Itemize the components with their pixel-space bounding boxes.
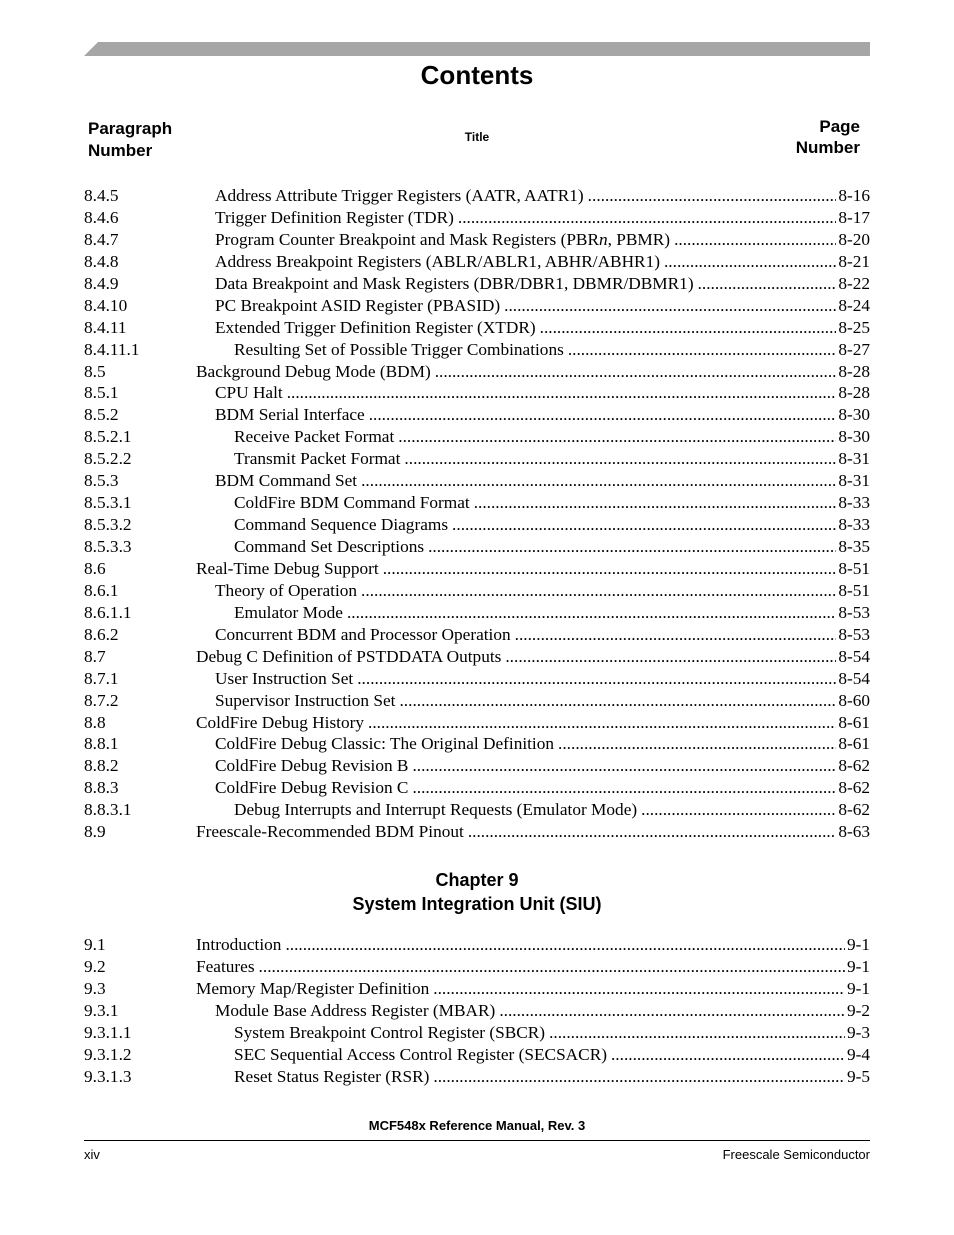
dot-leader	[458, 207, 836, 229]
toc-entry-title-text: Features	[196, 956, 255, 976]
toc-entry-title	[234, 1022, 549, 1044]
toc-entry-number: 8.4.8	[84, 251, 119, 271]
toc-entry[interactable]	[84, 712, 870, 734]
toc-entry-body	[234, 448, 870, 470]
toc-entry-body	[215, 777, 870, 799]
toc-entry-title	[234, 1066, 433, 1088]
toc-entry-number: 8.7	[84, 646, 106, 666]
toc-entry-body	[234, 339, 870, 361]
dot-leader	[540, 317, 837, 339]
toc-entry-title-text: ColdFire BDM Command Format	[234, 493, 470, 513]
toc-entry-page: 8-28	[838, 383, 870, 403]
dot-leader	[369, 404, 837, 426]
footer-manual-title: MCF548x Reference Manual, Rev. 3	[368, 1118, 586, 1133]
toc-entry[interactable]	[84, 602, 870, 624]
toc-entry-title	[196, 934, 285, 956]
toc-entry-body	[234, 1022, 870, 1044]
toc-entry-number: 8.8.3	[84, 778, 119, 798]
toc-entry-title-text: ColdFire Debug Revision B	[215, 756, 409, 776]
toc-entry-page: 8-30	[838, 427, 870, 447]
toc-entry-number: 8.4.11	[84, 317, 127, 337]
toc-entry-title	[215, 690, 399, 712]
toc-entry-page: 8-28	[838, 361, 870, 381]
toc-entry-page: 9-1	[846, 978, 870, 998]
toc-entry-body	[215, 755, 870, 777]
toc-entry-title	[234, 339, 568, 361]
toc-entry[interactable]	[84, 404, 870, 426]
toc-entry-number: 8.6.1.1	[84, 602, 132, 622]
toc-entry-page: 8-30	[838, 405, 870, 425]
footer-rule	[84, 1140, 870, 1141]
toc-entry[interactable]	[84, 382, 870, 404]
dot-leader	[641, 799, 836, 821]
dot-leader	[357, 668, 836, 690]
toc-entry-number: 8.5.2	[84, 405, 119, 425]
toc-entry-body	[234, 492, 870, 514]
toc-entry-title	[215, 470, 361, 492]
toc-entry-body	[196, 558, 870, 580]
toc-entry[interactable]	[84, 470, 870, 492]
toc-entry-number: 8.5	[84, 361, 106, 381]
toc-entry-title	[215, 273, 698, 295]
toc-entry-body	[234, 536, 870, 558]
toc-entry-title-text: Background Debug Mode (BDM)	[196, 361, 431, 381]
toc-entry-title-text: Theory of Operation	[215, 580, 358, 600]
toc-entry[interactable]	[84, 207, 870, 229]
toc-entry-title-suffix: , PBMR)	[607, 229, 671, 249]
toc-entry-number: 9.3.1.1	[84, 1022, 132, 1042]
dot-leader	[549, 1022, 845, 1044]
dot-leader	[361, 470, 836, 492]
toc-entry-title	[234, 1044, 611, 1066]
toc-entry-number: 8.8	[84, 712, 106, 732]
toc-entry-title	[215, 580, 361, 602]
dot-leader	[428, 536, 836, 558]
toc-entry-page: 8-63	[838, 822, 870, 842]
toc-entry-page: 9-3	[846, 1022, 870, 1042]
dot-leader	[505, 646, 836, 668]
toc-entry-page: 8-33	[838, 515, 870, 535]
toc-entry[interactable]	[84, 733, 870, 755]
toc-entry-title	[215, 295, 504, 317]
toc-entry[interactable]	[84, 934, 870, 956]
toc-entry[interactable]	[84, 536, 870, 558]
toc-entry[interactable]	[84, 668, 870, 690]
toc-entry-title	[215, 229, 674, 251]
toc-entry-number: 8.4.7	[84, 229, 119, 249]
toc-entry-title	[215, 755, 412, 777]
toc-entry-number: 9.1	[84, 935, 106, 954]
toc-entry-body	[196, 712, 870, 734]
toc-entry-title-text: Address Breakpoint Registers (ABLR/ABLR1, ABHR/ABHR1)	[215, 251, 660, 271]
toc-entry-body	[215, 251, 870, 273]
toc-entry-title	[196, 361, 435, 383]
toc-entry-number: 8.7.1	[84, 668, 119, 688]
toc-entry[interactable]	[84, 361, 870, 383]
toc-entry-title-text: Debug C Definition of PSTDDATA Outputs	[196, 646, 502, 666]
toc-entry-body	[196, 978, 870, 1000]
toc-entry[interactable]	[84, 514, 870, 536]
toc-entry-number: 8.5.2.1	[84, 427, 132, 447]
dot-leader	[398, 426, 836, 448]
toc-entry[interactable]	[84, 295, 870, 317]
toc-entry-number: 8.8.3.1	[84, 800, 132, 820]
toc-entry-number: 8.5.3.1	[84, 493, 132, 513]
toc-entry-title	[215, 668, 357, 690]
toc-entry-page: 8-54	[838, 668, 870, 688]
toc-entry[interactable]	[84, 1044, 870, 1066]
toc-entry-body	[215, 470, 870, 492]
toc-entry-title	[215, 1000, 499, 1022]
toc-entry-body	[234, 602, 870, 624]
dot-leader	[368, 712, 836, 734]
toc-entry-number: 8.7.2	[84, 690, 119, 710]
toc-entry-title-text: Data Breakpoint and Mask Registers (DBR/DBR1, DBMR/DBMR1)	[215, 273, 694, 293]
toc-entry-title	[234, 492, 474, 514]
toc-entry-title	[215, 317, 540, 339]
toc-entry-body	[234, 1066, 870, 1088]
toc-entry-body	[215, 1000, 870, 1022]
toc-entry[interactable]	[84, 956, 870, 978]
toc-entry-page: 8-20	[838, 229, 870, 249]
toc-entry-title	[215, 207, 458, 229]
toc-entry-number: 9.3	[84, 978, 106, 998]
toc-entry-page: 9-2	[846, 1000, 870, 1020]
toc-entry-page: 8-62	[838, 800, 870, 820]
toc-entry-title	[196, 821, 468, 843]
toc-entry-number: 9.3.1	[84, 1000, 119, 1020]
toc-entry[interactable]	[84, 755, 870, 777]
toc-entry-title-text: Supervisor Instruction Set	[215, 690, 396, 710]
toc-entry-body	[196, 821, 870, 843]
toc-entry-body	[215, 580, 870, 602]
dot-leader	[504, 295, 836, 317]
toc-entry-body	[215, 624, 870, 646]
toc-entry-title	[215, 185, 588, 207]
dot-leader	[287, 382, 837, 404]
dot-leader	[412, 777, 836, 799]
toc-entry-page: 8-61	[838, 734, 870, 754]
toc-entry-page: 8-22	[838, 273, 870, 293]
toc-entry[interactable]	[84, 229, 870, 251]
toc-entry[interactable]	[84, 492, 870, 514]
toc-entry-title-text: System Breakpoint Control Register (SBCR)	[234, 1022, 546, 1042]
toc-entry-title-text: Program Counter Breakpoint and Mask Registers (PBR	[215, 229, 599, 249]
dot-leader	[698, 273, 837, 295]
dot-leader	[347, 602, 836, 624]
toc-entry-title	[215, 777, 412, 799]
toc-entry-title	[196, 978, 433, 1000]
dot-leader	[404, 448, 836, 470]
toc-entry-page: 8-21	[838, 251, 870, 271]
toc-entry-title	[215, 624, 515, 646]
toc-entry[interactable]	[84, 646, 870, 668]
toc-entry-page: 8-24	[838, 295, 870, 315]
toc-entry-body	[215, 733, 870, 755]
toc-entry-body	[215, 404, 870, 426]
toc-entry-body	[234, 799, 870, 821]
toc-entry-title-text: Concurrent BDM and Processor Operation	[215, 624, 511, 644]
toc-entry-body	[215, 273, 870, 295]
toc-entry-title-text: Trigger Definition Register (TDR)	[215, 207, 454, 227]
toc-entry-number: 8.6.2	[84, 624, 119, 644]
toc-entry-number: 8.5.3.3	[84, 537, 132, 556]
dot-leader	[558, 733, 836, 755]
toc-entry-title	[234, 602, 347, 624]
toc-entry-title-text: Emulator Mode	[234, 602, 343, 622]
dot-leader	[435, 361, 837, 383]
header-band-shape	[84, 42, 870, 56]
dot-leader	[399, 690, 836, 712]
toc-entry-title-text: BDM Command Set	[215, 471, 358, 491]
toc-entry[interactable]	[84, 1066, 870, 1088]
dot-leader	[383, 558, 837, 580]
toc-entry[interactable]	[84, 185, 870, 207]
toc-entry-title-text: CPU Halt	[215, 383, 283, 403]
toc-entry-title-text: ColdFire Debug Revision C	[215, 778, 409, 798]
toc-entry[interactable]	[84, 1000, 870, 1022]
dot-leader	[433, 978, 845, 1000]
toc-entry-body	[215, 382, 870, 404]
chapter-heading	[0, 868, 954, 916]
toc-entry-body	[234, 1044, 870, 1066]
dot-leader	[664, 251, 836, 273]
toc-entry-title	[196, 558, 383, 580]
toc-entry-page: 8-60	[838, 690, 870, 710]
toc-entry-title	[215, 733, 558, 755]
toc-entry[interactable]	[84, 1022, 870, 1044]
toc-entry-page: 8-61	[838, 712, 870, 732]
title-header: Title	[464, 130, 490, 144]
toc-entry-body	[215, 185, 870, 207]
toc-entry-title-text: PC Breakpoint ASID Register (PBASID)	[215, 295, 501, 315]
toc-entry-title-text: Reset Status Register (RSR)	[234, 1066, 430, 1086]
toc-entry-title-text: Resulting Set of Possible Trigger Combinations	[234, 339, 564, 359]
toc-entry-page: 8-27	[838, 339, 870, 359]
toc-entry-title-text: BDM Serial Interface	[215, 405, 365, 425]
toc-entry-title	[196, 712, 368, 734]
toc-entry[interactable]	[84, 978, 870, 1000]
toc-entry-title-text: Extended Trigger Definition Register (XTDR)	[215, 317, 536, 337]
chapter-title: System Integration Unit (SIU)	[352, 894, 602, 914]
toc-list-chapter-9	[84, 934, 870, 1088]
toc-entry-title-text: ColdFire Debug Classic: The Original Definition	[215, 734, 555, 754]
toc-entry-number: 8.4.10	[84, 295, 128, 315]
page-number-header	[796, 116, 860, 158]
toc-entry-page: 9-4	[846, 1044, 870, 1064]
dot-leader	[611, 1044, 845, 1066]
toc-entry-title-text: Transmit Packet Format	[234, 449, 401, 469]
toc-entry-title-text: Memory Map/Register Definition	[196, 978, 430, 998]
toc-entry-body	[215, 207, 870, 229]
toc-entry-body	[215, 295, 870, 317]
toc-entry-page: 8-25	[838, 317, 870, 337]
paragraph-header-line-1: Paragraph	[88, 119, 173, 138]
footer-page-number: xiv	[84, 1147, 100, 1162]
dot-leader	[468, 821, 837, 843]
toc-entry-number: 8.5.1	[84, 383, 119, 403]
toc-entry[interactable]	[84, 426, 870, 448]
toc-entry-page: 8-31	[838, 471, 870, 491]
dot-leader	[588, 185, 837, 207]
toc-entry-number: 8.5.3	[84, 471, 119, 491]
toc-entry-number: 9.2	[84, 956, 106, 976]
toc-list-chapter-8	[84, 185, 870, 843]
toc-entry-number: 8.4.11.1	[84, 339, 140, 359]
toc-entry-number: 9.3.1.3	[84, 1066, 132, 1086]
toc-entry-page: 9-1	[846, 956, 870, 976]
toc-entry[interactable]	[84, 821, 870, 843]
toc-entry[interactable]	[84, 448, 870, 470]
toc-entry-page: 8-54	[838, 646, 870, 666]
toc-entry-page: 8-51	[838, 558, 870, 578]
toc-entry-title-text: Real-Time Debug Support	[196, 558, 379, 578]
toc-entry-page: 8-35	[838, 537, 870, 556]
toc-entry[interactable]	[84, 624, 870, 646]
toc-entry-number: 8.5.2.2	[84, 449, 132, 469]
page-header-line-1: Page	[819, 117, 860, 136]
toc-entry-title-text: Command Sequence Diagrams	[234, 515, 449, 535]
toc-entry-page: 8-31	[838, 449, 870, 469]
dot-leader	[433, 1066, 845, 1088]
toc-entry-number: 8.8.2	[84, 756, 119, 776]
paragraph-header-line-2: Number	[88, 141, 153, 160]
toc-entry[interactable]	[84, 339, 870, 361]
toc-entry-body	[215, 317, 870, 339]
toc-entry-page: 9-5	[846, 1066, 870, 1086]
toc-entry[interactable]	[84, 799, 870, 821]
toc-entry-number: 9.3.1.2	[84, 1044, 132, 1064]
toc-entry-page: 8-53	[838, 624, 870, 644]
toc-entry-page: 8-51	[838, 580, 870, 600]
toc-entry-number: 8.4.5	[84, 186, 119, 205]
toc-entry[interactable]	[84, 251, 870, 273]
dot-leader	[674, 229, 836, 251]
toc-entry-page: 9-1	[846, 935, 870, 954]
toc-entry-page: 8-62	[838, 778, 870, 798]
dot-leader	[474, 492, 837, 514]
toc-entry-title-text: Receive Packet Format	[234, 427, 395, 447]
toc-entry-title-text: Freescale-Recommended BDM Pinout	[196, 822, 464, 842]
dot-leader	[452, 514, 836, 536]
toc-entry-title	[234, 426, 398, 448]
toc-entry-title	[196, 646, 505, 668]
toc-entry-title-text: Debug Interrupts and Interrupt Requests (Emulator Mode)	[234, 800, 638, 820]
toc-entry-title	[215, 404, 369, 426]
toc-entry-number: 8.6	[84, 558, 106, 578]
toc-entry[interactable]	[84, 690, 870, 712]
dot-leader	[412, 755, 836, 777]
toc-entry-title	[234, 514, 452, 536]
toc-entry-body	[215, 690, 870, 712]
toc-entry-title-text: Module Base Address Register (MBAR)	[215, 1000, 496, 1020]
toc-entry-number: 8.4.9	[84, 273, 119, 293]
toc-entry-page: 8-16	[838, 186, 870, 205]
toc-entry-title-italic: n	[599, 229, 608, 249]
toc-entry-page: 8-62	[838, 756, 870, 776]
toc-entry-body	[196, 934, 870, 956]
toc-entry-title-text: Introduction	[196, 935, 282, 954]
dot-leader	[499, 1000, 845, 1022]
toc-entry-title	[196, 956, 259, 978]
toc-entry-body	[234, 426, 870, 448]
dot-leader	[259, 956, 845, 978]
dot-leader	[285, 934, 845, 956]
toc-entry-number: 8.5.3.2	[84, 515, 132, 535]
toc-entry[interactable]	[84, 580, 870, 602]
dot-leader	[361, 580, 836, 602]
header-band	[84, 42, 870, 56]
toc-entry-title	[215, 251, 664, 273]
toc-entry-body	[196, 956, 870, 978]
toc-entry[interactable]	[84, 558, 870, 580]
toc-entry[interactable]	[84, 777, 870, 799]
toc-entry-title	[215, 382, 287, 404]
toc-entry-page: 8-53	[838, 602, 870, 622]
toc-entry-title-text: User Instruction Set	[215, 668, 354, 688]
toc-entry-number: 8.4.6	[84, 207, 119, 227]
toc-entry-title-text: Command Set Descriptions	[234, 537, 425, 556]
chapter-label: Chapter 9	[435, 870, 519, 890]
toc-entry-body	[196, 361, 870, 383]
toc-entry-title-text: Address Attribute Trigger Registers (AATR, AATR1)	[215, 186, 584, 205]
toc-entry-title	[234, 536, 428, 558]
toc-entry-title	[234, 799, 641, 821]
toc-entry[interactable]	[84, 273, 870, 295]
toc-entry-number: 8.8.1	[84, 734, 119, 754]
toc-entry-body	[234, 514, 870, 536]
page-title: Contents	[420, 60, 534, 90]
footer-company: Freescale Semiconductor	[722, 1147, 870, 1162]
toc-entry-body	[215, 229, 870, 251]
toc-entry-page: 8-17	[838, 207, 870, 227]
toc-entry-body	[215, 668, 870, 690]
dot-leader	[515, 624, 837, 646]
dot-leader	[568, 339, 837, 361]
toc-entry-body	[196, 646, 870, 668]
toc-entry-title-text: ColdFire Debug History	[196, 712, 365, 732]
toc-entry-number: 8.9	[84, 822, 106, 842]
toc-entry-page: 8-33	[838, 493, 870, 513]
toc-entry-title	[234, 448, 404, 470]
toc-entry[interactable]	[84, 317, 870, 339]
toc-entry-title-text: SEC Sequential Access Control Register (SECSACR)	[234, 1044, 607, 1064]
page-header-line-2: Number	[795, 138, 860, 157]
toc-entry-number: 8.6.1	[84, 580, 119, 600]
